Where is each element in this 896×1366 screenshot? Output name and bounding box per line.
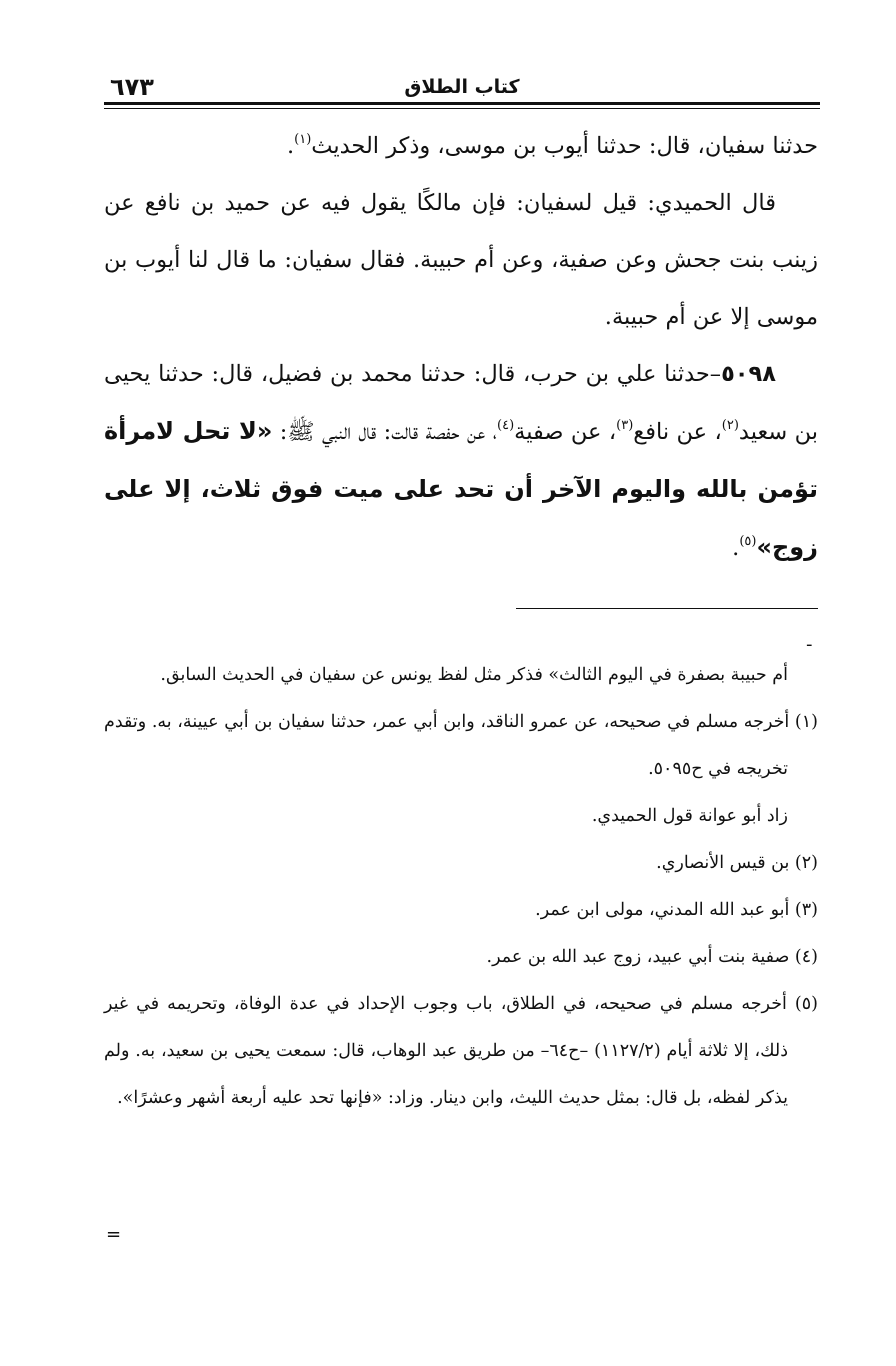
footnote-ref-4: (٤)	[497, 418, 515, 433]
paragraph-3-text-b: ، عن نافع	[633, 419, 722, 445]
footnotes	[104, 652, 818, 1122]
header-rule-thick	[104, 102, 820, 105]
paragraph-1	[104, 118, 818, 175]
footnote-ref-3: (٣)	[616, 418, 634, 433]
footnote-continued: أم حبيبة بصفرة في اليوم الثالث» فذكر مثل لفظ يونس عن سفيان في الحديث السابق.	[160, 665, 788, 685]
footnote-5: (٥) أخرجه مسلم في صحيحه، في الطلاق، باب وجوب الإحداد في عدة الوفاة، وتحريمه في غير ذلك، إلا ثلاثة أيام (١١٢٧/٢) –ح٦٤– من طريق عبد الوهاب، قال: سمعت يحيى بن سعيد، به. ولم يذكر لفظه، بل قال: بمثل حديث الليث، وابن دينار. وزاد: «فإنها تحد عليه أربعة أشهر وعشرًا».	[104, 994, 818, 1108]
paragraph-3	[104, 346, 818, 577]
paragraph-1-end: .	[286, 133, 295, 159]
footnote-ref-2: (٢)	[721, 418, 739, 433]
footnote-ref-5: (٥)	[739, 534, 757, 549]
paragraph-3-end: .	[732, 535, 740, 561]
header-rule-thin	[104, 108, 820, 109]
paragraph-3-text-c: ، عن صفية	[514, 419, 617, 445]
page-number: ٦٧٣	[110, 73, 154, 101]
footnote-ref-1: (١)	[294, 132, 312, 147]
footnote-4: (٤) صفية بنت أبي عبيد، زوج عبد الله بن عمر.	[486, 947, 818, 967]
footnote-2: (٢) بن قيس الأنصاري.	[656, 853, 818, 873]
page-header	[104, 72, 820, 106]
prophet-quote: «لا تحل لامرأة تؤمن بالله واليوم الآخر أن تحد على ميت فوق ثلاث، إلا على زوج»	[104, 417, 818, 561]
paragraph-3-text-d: ، عن حفصة قالت: قال النبي ﷺ:	[272, 419, 498, 445]
paragraph-1-text: حدثنا سفيان، قال: حدثنا أيوب بن موسى، وذكر الحديث	[311, 133, 818, 159]
main-text	[104, 118, 818, 577]
hadith-number: ٥٠٩٨	[721, 361, 776, 387]
footnote-separator	[516, 608, 818, 609]
footnote-1: (١) أخرجه مسلم في صحيحه، عن عمرو الناقد، وابن أبي عمر، حدثنا سفيان بن أبي عيينة، به. وتقدم تخريجه في ح٥٠٩٥.	[104, 712, 818, 779]
footnote-1-addendum: زاد أبو عوانة قول الحميدي.	[591, 806, 788, 826]
paragraph-2: قال الحميدي: قيل لسفيان: فإن مالكًا يقول فيه عن حميد بن نافع عن زينب بنت جحش وعن صفية، وعن أم حبيبة. فقال سفيان: ما قال لنا أيوب بن موسى إلا عن أم حبيبة.	[104, 190, 818, 330]
paragraph-3-text-a: –حدثنا علي بن حرب، قال: حدثنا محمد بن فضيل، قال: حدثنا يحيى بن سعيد	[104, 361, 818, 445]
footnote-3: (٣) أبو عبد الله المدني، مولى ابن عمر.	[535, 900, 818, 920]
running-title: كتاب الطلاق	[404, 76, 520, 98]
continuation-dash: -	[806, 634, 813, 655]
end-mark: =	[106, 1224, 122, 1245]
